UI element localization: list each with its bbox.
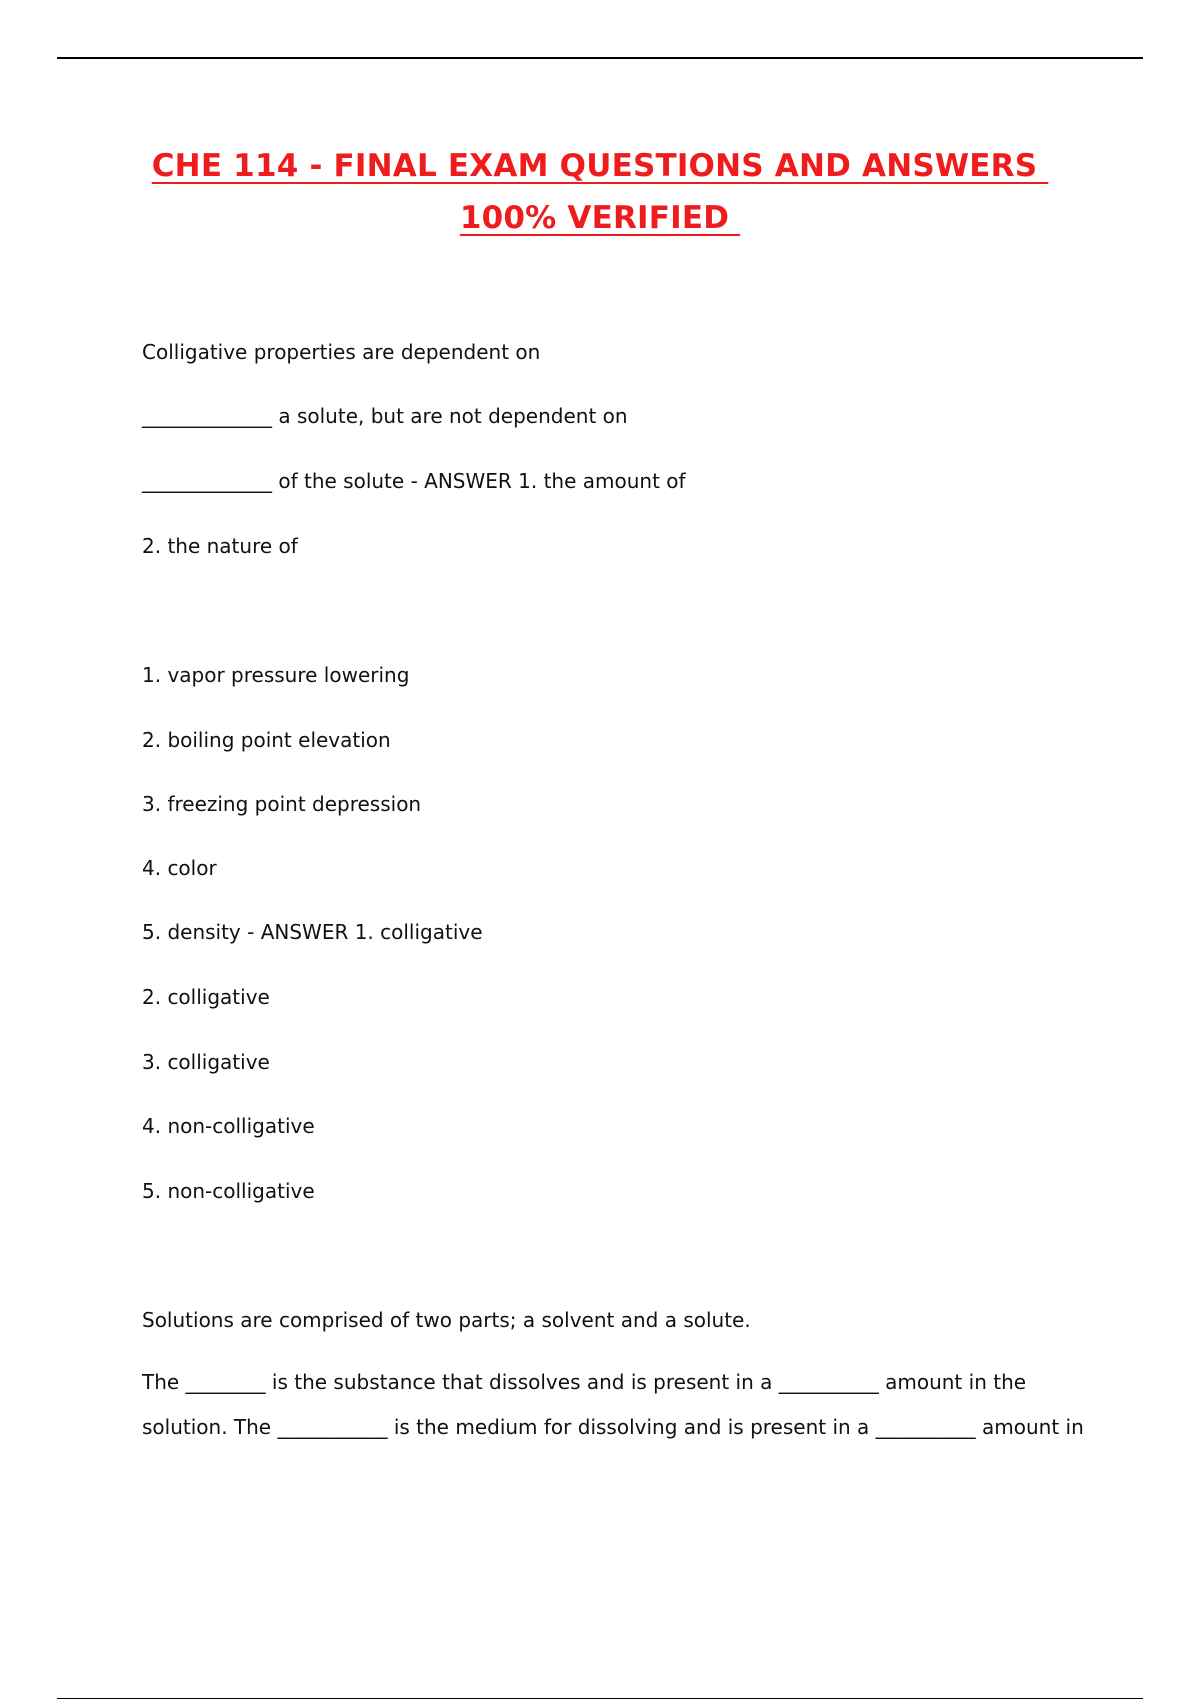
text-line: solution. The ___________ is the medium for dissolving and is present in a __________ amount in <box>142 1415 1084 1439</box>
list-item: 5. non-colligative <box>142 1179 315 1203</box>
text-line: Colligative properties are dependent on <box>142 340 541 364</box>
list-item: 1. vapor pressure lowering <box>142 663 410 687</box>
list-item: 3. freezing point depression <box>142 792 422 816</box>
footer-rule <box>57 1698 1143 1699</box>
text-line: Solutions are comprised of two parts; a solvent and a solute. <box>142 1308 751 1332</box>
list-item: 4. color <box>142 856 217 880</box>
list-item: 4. non-colligative <box>142 1114 315 1138</box>
list-item: 5. density - ANSWER 1. colligative <box>142 920 483 944</box>
list-item: 3. colligative <box>142 1050 270 1074</box>
text-line: 2. the nature of <box>142 534 298 558</box>
document-title-line-2: 100% VERIFIED <box>459 200 741 236</box>
header-rule <box>57 57 1143 59</box>
list-item: 2. boiling point elevation <box>142 728 391 752</box>
document-title-line-1: CHE 114 - FINAL EXAM QUESTIONS AND ANSWERS <box>151 148 1049 184</box>
text-line: _____________ a solute, but are not dependent on <box>142 404 628 428</box>
text-line: The ________ is the substance that dissolves and is present in a __________ amount in the <box>142 1370 1027 1394</box>
text-line: _____________ of the solute - ANSWER 1. the amount of <box>142 469 686 493</box>
list-item: 2. colligative <box>142 985 270 1009</box>
